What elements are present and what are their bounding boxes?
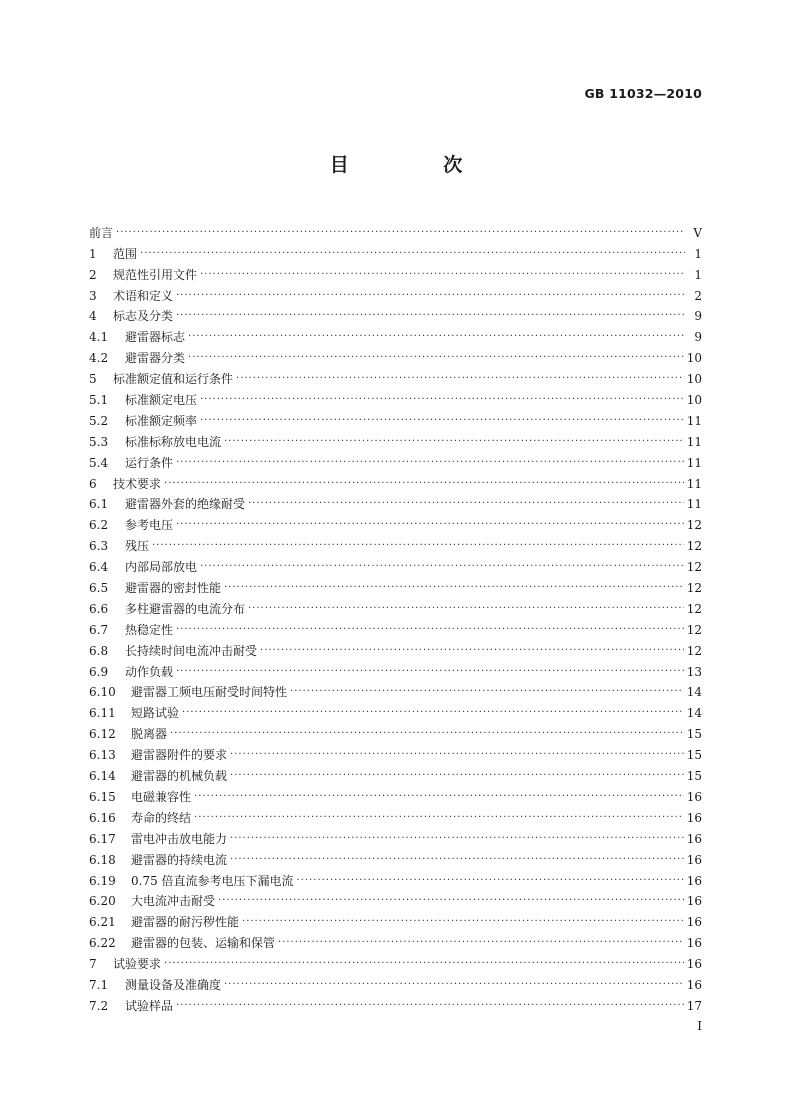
toc-entry[interactable] <box>89 595 702 616</box>
toc-leader-dots <box>297 874 684 888</box>
toc-entry-label: 标准额定频率 <box>125 413 198 428</box>
toc-entry-label: 热稳定性 <box>125 622 174 637</box>
toc-entry-number: 6.10 <box>89 685 116 700</box>
toc-leader-dots <box>200 268 685 282</box>
toc-leader-dots <box>164 957 684 971</box>
toc-entry-number: 6.9 <box>89 664 109 679</box>
toc-entry-page: 16 <box>686 977 702 992</box>
toc-leader-dots <box>236 372 684 386</box>
toc-entry-number: 3 <box>89 288 97 303</box>
toc-entry[interactable] <box>89 720 702 741</box>
page-title: 目 次 <box>329 154 507 176</box>
toc-leader-dots <box>218 894 684 908</box>
toc-entry-number: 6.14 <box>89 769 116 784</box>
toc-entry-label: 寿命的终结 <box>131 810 192 825</box>
toc-entry-label: 避雷器的持续电流 <box>131 852 228 867</box>
toc-entry-label: 标准标称放电电流 <box>125 434 222 449</box>
toc-leader-dots <box>188 351 684 365</box>
toc-entry-label: 避雷器附件的要求 <box>131 748 228 763</box>
toc-entry-number: 6.2 <box>89 518 109 533</box>
toc-entry[interactable] <box>89 344 702 365</box>
toc-leader-dots <box>230 769 684 783</box>
toc-entry[interactable] <box>89 929 702 950</box>
toc-entry[interactable] <box>89 679 702 700</box>
toc-entry[interactable] <box>89 783 702 804</box>
toc-entry-page: 16 <box>686 810 702 825</box>
toc-entry-label: 测量设备及准确度 <box>125 977 222 992</box>
toc-entry-page: 12 <box>686 643 702 658</box>
toc-entry-page: 16 <box>686 873 702 888</box>
toc-entry-label: 大电流冲击耐受 <box>131 894 216 909</box>
toc-entry-number: 6.15 <box>89 789 116 804</box>
toc-entry-number: 5 <box>89 372 97 387</box>
toc-entry-number: 6.7 <box>89 622 109 637</box>
toc-entry-number: 4 <box>89 309 97 324</box>
toc-leader-dots <box>176 623 684 637</box>
toc-entry-number: 6.3 <box>89 539 109 554</box>
toc-entry[interactable] <box>89 699 702 720</box>
toc-leader-dots <box>290 685 684 699</box>
toc-entry[interactable] <box>89 637 702 658</box>
toc-entry[interactable] <box>89 428 702 449</box>
toc-entry-label: 动作负载 <box>125 664 174 679</box>
toc-entry-label: 避雷器的耐污秽性能 <box>131 915 240 930</box>
toc-leader-dots <box>230 748 684 762</box>
toc-entry-page: 11 <box>686 413 702 428</box>
toc-entry[interactable] <box>89 261 702 282</box>
toc-entry-page: 16 <box>686 831 702 846</box>
toc-entry-page: 16 <box>686 894 702 909</box>
toc-entry-number: 5.3 <box>89 434 109 449</box>
toc-entry-label: 避雷器分类 <box>125 351 186 366</box>
toc-entry-number: 6.17 <box>89 831 116 846</box>
toc-leader-dots <box>176 309 685 323</box>
toc-entry-label: 规范性引用文件 <box>113 267 198 282</box>
toc-entry-number: 6.11 <box>89 706 116 721</box>
toc-entry-label: 标准额定值和运行条件 <box>113 372 234 387</box>
toc-entry-page: 12 <box>686 560 702 575</box>
toc-entry-number: 6.19 <box>89 873 116 888</box>
toc-entry-label: 技术要求 <box>113 476 162 491</box>
toc-leader-dots <box>230 832 684 846</box>
toc-entry-label: 残压 <box>125 539 150 554</box>
toc-entry-page: 17 <box>686 998 702 1013</box>
toc-entry-page: 15 <box>686 727 702 742</box>
toc-entry-label: 脱离器 <box>131 727 168 742</box>
toc-entry-label: 避雷器的包装、运输和保管 <box>131 936 276 951</box>
toc-entry[interactable] <box>89 449 702 470</box>
toc-entry-label: 电磁兼容性 <box>131 789 192 804</box>
page-number: Ⅰ <box>697 1019 702 1033</box>
toc-entry[interactable] <box>89 303 702 324</box>
toc-entry-number: 6.6 <box>89 601 109 616</box>
toc-entry[interactable] <box>89 323 702 344</box>
table-of-contents <box>89 219 702 1013</box>
toc-entry-page: 1 <box>694 246 702 261</box>
toc-entry-number: 6.4 <box>89 560 109 575</box>
toc-entry-page: 2 <box>694 288 702 303</box>
toc-entry[interactable] <box>89 971 702 992</box>
toc-entry-page: 16 <box>686 915 702 930</box>
toc-entry-page: 1 <box>694 267 702 282</box>
toc-entry[interactable] <box>89 658 702 679</box>
toc-entry-page: 9 <box>694 309 702 324</box>
toc-leader-dots <box>200 393 684 407</box>
toc-entry[interactable] <box>89 741 702 762</box>
toc-entry-label: 避雷器工频电压耐受时间特性 <box>131 685 288 700</box>
toc-leader-dots <box>224 581 684 595</box>
toc-entry-number: 6 <box>89 476 97 491</box>
toc-entry[interactable] <box>89 908 702 929</box>
toc-leader-dots <box>230 853 684 867</box>
toc-leader-dots <box>176 518 684 532</box>
toc-entry-label: 运行条件 <box>125 455 174 470</box>
toc-leader-dots <box>278 936 684 950</box>
toc-entry[interactable] <box>89 511 702 532</box>
toc-entry-label: 试验要求 <box>113 957 162 972</box>
toc-entry-number: 7.2 <box>89 998 109 1013</box>
toc-entry[interactable] <box>89 888 702 909</box>
toc-entry[interactable] <box>89 762 702 783</box>
toc-entry-number: 4.2 <box>89 351 109 366</box>
toc-leader-dots <box>194 790 684 804</box>
toc-entry-number: 5.4 <box>89 455 109 470</box>
toc-entry-label: 试验样品 <box>125 998 174 1013</box>
toc-leader-dots <box>224 978 684 992</box>
toc-leader-dots <box>188 330 685 344</box>
toc-entry[interactable] <box>89 574 702 595</box>
toc-entry-page: 15 <box>686 748 702 763</box>
toc-entry[interactable] <box>89 846 702 867</box>
toc-entry-number: 6.8 <box>89 643 109 658</box>
toc-entry[interactable] <box>89 365 702 386</box>
toc-entry-number: 6.16 <box>89 810 116 825</box>
toc-entry-label: 内部局部放电 <box>125 560 198 575</box>
toc-entry[interactable] <box>89 532 702 553</box>
toc-entry-page: Ⅴ <box>693 225 702 240</box>
toc-entry[interactable] <box>89 867 702 888</box>
toc-leader-dots <box>140 247 685 261</box>
toc-entry-label: 标准额定电压 <box>125 393 198 408</box>
toc-entry-number: 5.1 <box>89 393 109 408</box>
toc-leader-dots <box>242 915 684 929</box>
toc-leader-dots <box>200 414 684 428</box>
toc-entry-page: 10 <box>686 351 702 366</box>
toc-entry-label: 多柱避雷器的电流分布 <box>125 601 246 616</box>
toc-entry[interactable] <box>89 386 702 407</box>
toc-entry[interactable] <box>89 804 702 825</box>
toc-entry-label: 避雷器外套的绝缘耐受 <box>125 497 246 512</box>
toc-entry[interactable] <box>89 407 702 428</box>
toc-leader-dots <box>152 539 684 553</box>
toc-leader-dots <box>176 289 685 303</box>
toc-entry-number: 6.5 <box>89 581 109 596</box>
toc-entry[interactable] <box>89 950 702 971</box>
toc-leader-dots <box>194 811 684 825</box>
toc-entry-page: 12 <box>686 622 702 637</box>
toc-entry[interactable] <box>89 240 702 261</box>
toc-leader-dots <box>176 456 684 470</box>
toc-entry-number: 6.21 <box>89 915 116 930</box>
toc-entry-label: 标志及分类 <box>113 309 174 324</box>
toc-entry[interactable] <box>89 992 702 1013</box>
toc-entry-page: 12 <box>686 581 702 596</box>
toc-entry-number: 1 <box>89 246 97 261</box>
toc-leader-dots <box>164 477 684 491</box>
toc-entry-number: 6.12 <box>89 727 116 742</box>
toc-entry-number: 7.1 <box>89 977 109 992</box>
toc-leader-dots <box>248 602 684 616</box>
toc-entry-page: 11 <box>686 476 702 491</box>
toc-entry-page: 10 <box>686 372 702 387</box>
toc-entry-page: 15 <box>686 769 702 784</box>
toc-entry-number: 6.22 <box>89 936 116 951</box>
standard-code: GB 11032—2010 <box>584 86 702 101</box>
toc-entry-label: 避雷器标志 <box>125 330 186 345</box>
toc-entry-page: 12 <box>686 539 702 554</box>
toc-entry-page: 12 <box>686 518 702 533</box>
toc-entry-label: 参考电压 <box>125 518 174 533</box>
toc-leader-dots <box>248 497 684 511</box>
toc-entry-label: 短路试验 <box>131 706 180 721</box>
toc-entry-page: 11 <box>686 455 702 470</box>
toc-entry-label: 雷电冲击放电能力 <box>131 831 228 846</box>
toc-entry-page: 14 <box>686 685 702 700</box>
toc-entry-page: 9 <box>694 330 702 345</box>
toc-entry-label: 0.75 倍直流参考电压下漏电流 <box>131 873 294 888</box>
toc-entry-number: 6.13 <box>89 748 116 763</box>
toc-leader-dots <box>224 435 684 449</box>
toc-entry-label: 前言 <box>89 225 114 240</box>
toc-entry-label: 避雷器的机械负载 <box>131 769 228 784</box>
toc-entry-number: 2 <box>89 267 97 282</box>
toc-entry[interactable] <box>89 491 702 512</box>
toc-entry-number: 5.2 <box>89 413 109 428</box>
toc-entry-page: 10 <box>686 393 702 408</box>
toc-entry-number: 6.1 <box>89 497 109 512</box>
toc-entry-number: 6.20 <box>89 894 116 909</box>
toc-entry-page: 16 <box>686 789 702 804</box>
toc-leader-dots <box>116 226 685 240</box>
toc-entry-page: 11 <box>686 434 702 449</box>
toc-entry[interactable] <box>89 470 702 491</box>
toc-entry[interactable] <box>89 282 702 303</box>
toc-entry-page: 16 <box>686 957 702 972</box>
toc-entry-page: 11 <box>686 497 702 512</box>
toc-entry-label: 避雷器的密封性能 <box>125 581 222 596</box>
toc-leader-dots <box>182 706 684 720</box>
toc-entry[interactable] <box>89 219 702 240</box>
toc-entry-label: 术语和定义 <box>113 288 174 303</box>
toc-entry[interactable] <box>89 553 702 574</box>
toc-entry[interactable] <box>89 616 702 637</box>
toc-leader-dots <box>200 560 684 574</box>
toc-entry-page: 16 <box>686 936 702 951</box>
toc-entry-page: 13 <box>686 664 702 679</box>
toc-entry-page: 16 <box>686 852 702 867</box>
toc-entry-page: 12 <box>686 601 702 616</box>
toc-leader-dots <box>176 999 684 1013</box>
toc-leader-dots <box>176 665 684 679</box>
toc-entry-number: 7 <box>89 957 97 972</box>
toc-leader-dots <box>260 644 684 658</box>
toc-entry-page: 14 <box>686 706 702 721</box>
toc-entry-label: 长持续时间电流冲击耐受 <box>125 643 258 658</box>
toc-entry-label: 范围 <box>113 246 138 261</box>
toc-entry-number: 4.1 <box>89 330 109 345</box>
toc-entry[interactable] <box>89 825 702 846</box>
toc-entry-number: 6.18 <box>89 852 116 867</box>
toc-leader-dots <box>170 727 684 741</box>
